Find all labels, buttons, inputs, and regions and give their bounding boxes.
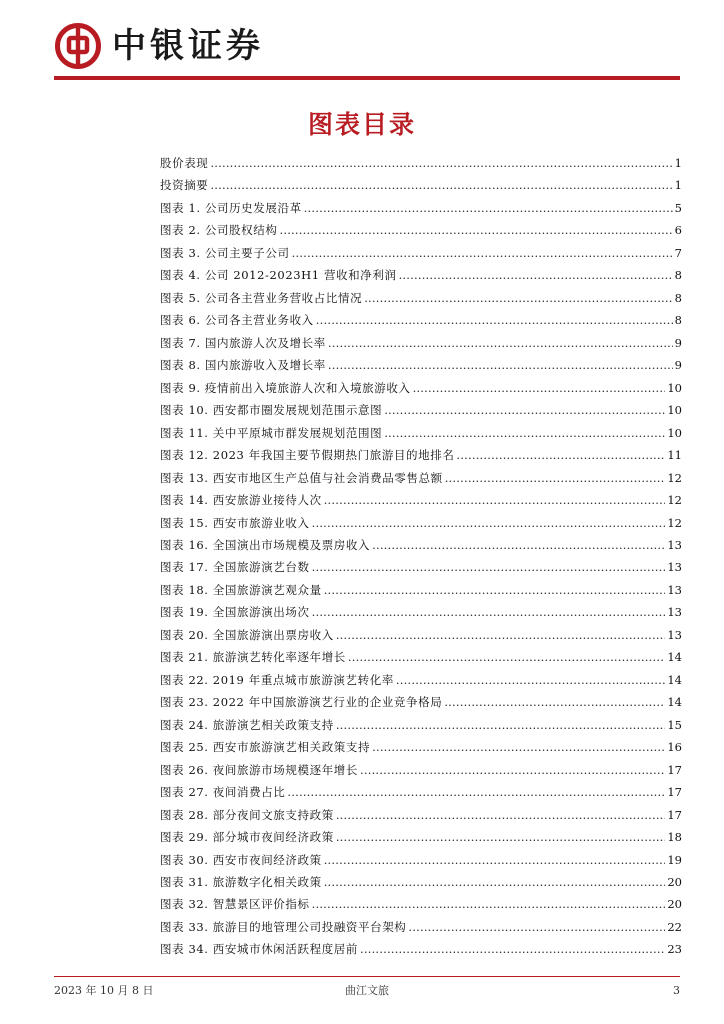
- toc-entry-page: 20: [667, 875, 682, 889]
- toc-entry-page: 12: [667, 515, 682, 530]
- toc-dot-leader: [372, 736, 665, 758]
- toc-entry-page: 14: [667, 650, 682, 665]
- toc-dot-leader: [372, 534, 665, 556]
- toc-entry[interactable]: [160, 624, 682, 646]
- page-header: [54, 20, 680, 80]
- toc-dot-leader: [316, 309, 673, 331]
- toc-entry-page: 9: [674, 335, 682, 350]
- toc-entry[interactable]: [160, 781, 682, 803]
- toc-dot-leader: [312, 601, 666, 623]
- toc-entry-title: 图表 17. 全国旅游演艺台数: [160, 560, 310, 575]
- toc-dot-leader: [445, 467, 666, 489]
- toc-entry[interactable]: [160, 512, 682, 534]
- toc-entry[interactable]: [160, 871, 682, 893]
- toc-dot-leader: [312, 512, 666, 534]
- toc-dot-leader: [444, 691, 665, 713]
- toc-entry-title: 图表 23. 2022 年中国旅游演艺行业的企业竞争格局: [160, 695, 443, 710]
- footer-page-number: 3: [673, 984, 680, 997]
- toc-dot-leader: [279, 219, 672, 241]
- toc-entry-title: 股价表现: [160, 156, 209, 170]
- toc-entry[interactable]: [160, 893, 682, 915]
- toc-dot-leader: [336, 826, 666, 848]
- toc-dot-leader: [413, 377, 666, 399]
- toc-entry[interactable]: [160, 736, 682, 758]
- toc-dot-leader: [304, 197, 673, 219]
- brand-name: 中银证券: [112, 26, 264, 66]
- toc-dot-leader: [384, 422, 665, 444]
- toc-entry[interactable]: [160, 354, 682, 376]
- footer-company: 曲江文旅: [345, 984, 389, 997]
- toc-entry-page: 8: [674, 290, 682, 305]
- toc-entry-title: 图表 8. 国内旅游收入及增长率: [160, 358, 326, 373]
- toc-entry[interactable]: [160, 444, 682, 466]
- toc-dot-leader: [360, 759, 665, 781]
- toc-entry[interactable]: [160, 916, 682, 938]
- toc-entry-title: 图表 4. 公司 2012-2023H1 营收和净利润: [160, 268, 397, 283]
- toc-entry[interactable]: [160, 534, 682, 556]
- toc-dot-leader: [336, 714, 666, 736]
- toc-entry-page: 13: [667, 560, 682, 575]
- toc-entry-title: 图表 18. 全国旅游演艺观众量: [160, 582, 322, 597]
- toc-entry-title: 图表 25. 西安市旅游演艺相关政策支持: [160, 740, 371, 755]
- toc-entry[interactable]: [160, 556, 682, 578]
- page-title: 图表目录: [307, 110, 416, 139]
- toc-entry-title: 图表 28. 部分夜间文旅支持政策: [160, 807, 334, 822]
- toc-entry-title: 图表 2. 公司股权结构: [160, 223, 278, 238]
- toc-entry[interactable]: [160, 264, 682, 286]
- toc-entry-page: 20: [667, 897, 682, 912]
- toc-dot-leader: [287, 781, 665, 803]
- toc-dot-leader: [328, 354, 673, 376]
- toc-dot-leader: [456, 444, 665, 466]
- toc-entry-page: 11: [667, 448, 682, 463]
- toc-entry-title: 图表 16. 全国演出市场规模及票房收入: [160, 537, 371, 552]
- toc-entry[interactable]: [160, 601, 682, 623]
- toc-entry[interactable]: [160, 399, 682, 421]
- toc-entry-title: 图表 14. 西安旅游业接待人次: [160, 493, 322, 508]
- toc-entry[interactable]: [160, 849, 682, 871]
- toc-entry[interactable]: [160, 691, 682, 713]
- toc-entry[interactable]: [160, 287, 682, 309]
- toc-entry-page: 13: [667, 582, 682, 597]
- toc-entry-page: 16: [667, 740, 682, 755]
- toc-dot-leader: [312, 893, 666, 915]
- footer-divider: [54, 976, 680, 977]
- toc-entry[interactable]: [160, 714, 682, 736]
- toc-entry-page: 14: [667, 695, 682, 710]
- toc-entry-page: 22: [667, 919, 682, 934]
- toc-entry-page: 23: [667, 942, 682, 957]
- toc-entry-title: 图表 10. 西安都市圈发展规划范围示意图: [160, 403, 383, 418]
- toc-entry[interactable]: [160, 422, 682, 444]
- toc-dot-leader: [210, 174, 672, 196]
- toc-dot-leader: [396, 669, 665, 691]
- toc-entry-title: 图表 22. 2019 年重点城市旅游演艺转化率: [160, 672, 394, 687]
- toc-entry[interactable]: [160, 377, 682, 399]
- toc-entry-page: 10: [667, 380, 682, 395]
- toc-entry-page: 6: [674, 223, 682, 238]
- toc-entry-page: 13: [667, 537, 682, 552]
- toc-entry-title: 图表 6. 公司各主营业务收入: [160, 313, 314, 328]
- toc-entry-page: 17: [667, 785, 682, 800]
- toc-dot-leader: [324, 871, 666, 893]
- toc-entry-title: 图表 12. 2023 年我国主要节假期热门旅游目的地排名: [160, 448, 455, 463]
- bank-of-china-logo-icon: [54, 22, 102, 70]
- toc-dot-leader: [328, 332, 673, 354]
- toc-entry-page: 18: [667, 830, 682, 845]
- toc-dot-leader: [348, 646, 665, 668]
- toc-dot-leader: [324, 579, 666, 601]
- toc-entry-page: 17: [667, 762, 682, 777]
- toc-entry[interactable]: [160, 197, 682, 219]
- toc-entry-page: 14: [667, 672, 682, 687]
- toc-entry[interactable]: [160, 804, 682, 826]
- toc-entry-title: 图表 29. 部分城市夜间经济政策: [160, 830, 334, 845]
- toc-entry[interactable]: [160, 467, 682, 489]
- toc-entry-title: 图表 27. 夜间消费占比: [160, 785, 286, 800]
- toc-entry[interactable]: [160, 938, 682, 960]
- toc-dot-leader: [312, 556, 666, 578]
- toc-entry[interactable]: [160, 579, 682, 601]
- toc-dot-leader: [292, 242, 673, 264]
- toc-entry[interactable]: [160, 669, 682, 691]
- toc-entry-title: 图表 32. 智慧景区评价指标: [160, 897, 310, 912]
- toc-dot-leader: [384, 399, 665, 421]
- toc-entry-page: 8: [674, 268, 682, 283]
- toc-dot-leader: [336, 624, 666, 646]
- toc-entry-title: 投资摘要: [160, 178, 209, 193]
- toc-entry[interactable]: [160, 242, 682, 264]
- toc-entry-title: 图表 33. 旅游目的地管理公司投融资平台架构: [160, 919, 407, 934]
- toc-entry-title: 图表 11. 关中平原城市群发展规划范围图: [160, 425, 383, 440]
- toc-dot-leader: [360, 938, 665, 960]
- toc-entry-page: 8: [674, 313, 682, 328]
- toc-dot-leader: [210, 152, 672, 174]
- toc-entry-page: 13: [667, 605, 682, 620]
- page-footer: [54, 982, 680, 1002]
- toc-entry-title: 图表 26. 夜间旅游市场规模逐年增长: [160, 762, 358, 777]
- toc-entry-page: 1: [674, 178, 682, 193]
- toc-entry-page: 12: [667, 493, 682, 508]
- toc-entry-page: 15: [667, 717, 682, 732]
- toc-entry-title: 图表 1. 公司历史发展沿革: [160, 200, 302, 215]
- toc-entry-title: 图表 13. 西安市地区生产总值与社会消费品零售总额: [160, 470, 443, 485]
- toc-entry[interactable]: [160, 152, 682, 174]
- toc-entry-page: 19: [667, 852, 682, 867]
- toc-entry-title: 图表 15. 西安市旅游业收入: [160, 515, 310, 530]
- toc-entry[interactable]: [160, 759, 682, 781]
- toc-entry[interactable]: [160, 174, 682, 196]
- toc-entry-page: 10: [667, 403, 682, 418]
- footer-date: 2023 年 10 月 8 日: [54, 984, 154, 997]
- toc-entry[interactable]: [160, 826, 682, 848]
- toc-entry[interactable]: [160, 332, 682, 354]
- toc-entry[interactable]: [160, 219, 682, 241]
- toc-entry-title: 图表 3. 公司主要子公司: [160, 245, 290, 260]
- toc-dot-leader: [364, 287, 672, 309]
- toc-entry-page: 10: [667, 425, 682, 440]
- toc-dot-leader: [399, 264, 673, 286]
- toc-entry-title: 图表 31. 旅游数字化相关政策: [160, 875, 322, 889]
- toc-entry-title: 图表 5. 公司各主营业务营收占比情况: [160, 290, 363, 305]
- toc-entry-title: 图表 24. 旅游演艺相关政策支持: [160, 717, 334, 732]
- header-divider: [54, 76, 680, 80]
- toc-entry-page: 17: [667, 807, 682, 822]
- toc-entry-title: 图表 20. 全国旅游演出票房收入: [160, 627, 334, 642]
- toc-entry-page: 7: [674, 245, 682, 260]
- toc-entry-page: 5: [674, 200, 682, 215]
- toc-dot-leader: [336, 804, 666, 826]
- toc-entry-title: 图表 30. 西安市夜间经济政策: [160, 852, 322, 867]
- toc-entry-title: 图表 9. 疫情前出入境旅游人次和入境旅游收入: [160, 380, 411, 395]
- toc-entry-page: 9: [674, 358, 682, 373]
- toc-entry-title: 图表 7. 国内旅游人次及增长率: [160, 335, 326, 350]
- toc-entry-page: 12: [667, 470, 682, 485]
- toc-dot-leader: [324, 489, 666, 511]
- toc-entry-title: 图表 19. 全国旅游演出场次: [160, 605, 310, 620]
- table-of-figures: [160, 152, 682, 961]
- toc-entry-page: 1: [674, 156, 682, 170]
- toc-dot-leader: [408, 916, 665, 938]
- toc-entry[interactable]: [160, 489, 682, 511]
- toc-entry-title: 图表 21. 旅游演艺转化率逐年增长: [160, 650, 346, 665]
- toc-entry-page: 13: [667, 627, 682, 642]
- toc-entry[interactable]: [160, 646, 682, 668]
- toc-entry-title: 图表 34. 西安城市休闲活跃程度居前: [160, 942, 358, 957]
- toc-dot-leader: [324, 849, 666, 871]
- toc-entry[interactable]: [160, 309, 682, 331]
